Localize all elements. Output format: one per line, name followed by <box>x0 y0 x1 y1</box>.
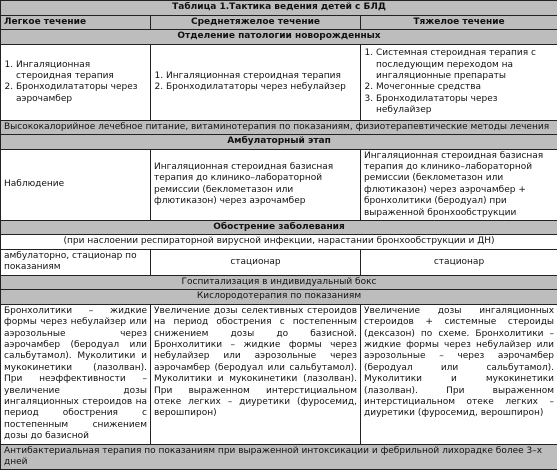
hospital-mild: амбулаторно, стационар по показаниям <box>1 249 151 275</box>
neonatal-mild-item: 1. Ингаляционная стероидная терапия <box>16 60 147 83</box>
neonatal-moderate-item: 1. Ингаляционная стероидная терапия <box>166 71 357 82</box>
neonatal-moderate <box>151 44 361 120</box>
section-exacerbation: Обострение заболевания <box>1 221 557 235</box>
neonatal-severe <box>361 44 557 120</box>
nutrition-row: Высококалорийное лечебное питание, витаминотерапия по показаниям, физиотерапевтические методы лечения <box>1 120 557 134</box>
outpatient-moderate: Ингаляционная стероидная базисная терапия до клинико–лабораторной ремиссии (беклометазон или флютиказон) через аэрочамбер <box>151 149 361 220</box>
section-outpatient: Амбулаторный этап <box>1 135 557 149</box>
therapy-moderate: Увеличение дозы селективных стероидов на период обострения с постепенным снижением дозы до базисной. Бронхолитики – жидкие формы через небулайзер или аэрозольные через аэрочамбер (беродуал или сальбутамол). Муколитики и мукокинетики (лазолван). При выраженном интерстициальном отеке легких – диуретики (фуросемид, верошпирон) <box>151 304 361 444</box>
antibacterial-row: Антибактериальная терапия по показаниям при выраженной интоксикации и фебрильной лихорадке более 3–х дней <box>1 444 557 470</box>
therapy-severe: Увеличение дозы ингаляционных стероидов + системные стероиды (дексазон) по схеме. Бронхолитики – жидкие формы через небулайзер или аэрозольные – через аэрочамбер (беродуал или сальбутамол). Муколитики и мукокинетики (лазолван). При выраженном интерстициальном отеке легких – диуретики (фуросемид, верошпирон) <box>361 304 557 444</box>
neonatal-mild-item: 2. Бронходилататоры через аэрочамбер <box>16 82 147 105</box>
table-title: Таблица 1.Тактика ведения детей с БЛД <box>1 1 557 16</box>
header-mild: Легкое течение <box>1 16 151 30</box>
section-neonatal: Отделение патологии новорожденных <box>1 30 557 44</box>
neonatal-mild <box>1 44 151 120</box>
header-moderate: Среднетяжелое течение <box>151 16 361 30</box>
hospital-moderate: стационар <box>151 249 361 275</box>
header-severe: Тяжелое течение <box>361 16 557 30</box>
neonatal-severe-item: 1. Системная стероидная терапия с последующим переходом на ингаляционные препараты <box>376 48 554 82</box>
outpatient-mild: Наблюдение <box>1 149 151 220</box>
outpatient-severe: Ингаляционная стероидная базисная терапия до клинико–лабораторной ремиссии (беклометазон или флютиказон) через аэрочамбер + бронхолитики (беродуал) при выраженной бронхообструкции <box>361 149 557 220</box>
oxygen-row: Кислородотерапия по показаниям <box>1 290 557 304</box>
neonatal-moderate-item: 2. Бронходилататоры через небулайзер <box>166 82 357 93</box>
neonatal-severe-item: 2. Мочегонные средства <box>376 82 554 93</box>
hospital-severe: стационар <box>361 249 557 275</box>
hospitalization-row: Госпитализация в индивидуальный бокс <box>1 275 557 289</box>
therapy-mild: Бронхолитики – жидкие формы через небулайзер или аэрозольные через аэрочамбер (беродуал или сальбутамол). Муколитики и мукокинетики (лазолван). При неэффективности – увеличение дозы ингаляционных стероидов на период обострения с постепенным снижением дозы до базисной <box>1 304 151 444</box>
exacerbation-note: (при наслоении респираторной вирусной инфекции, нарастании бронхообструкции и ДН) <box>1 235 557 249</box>
neonatal-severe-item: 3. Бронходилататоры через небулайзер <box>376 94 554 117</box>
